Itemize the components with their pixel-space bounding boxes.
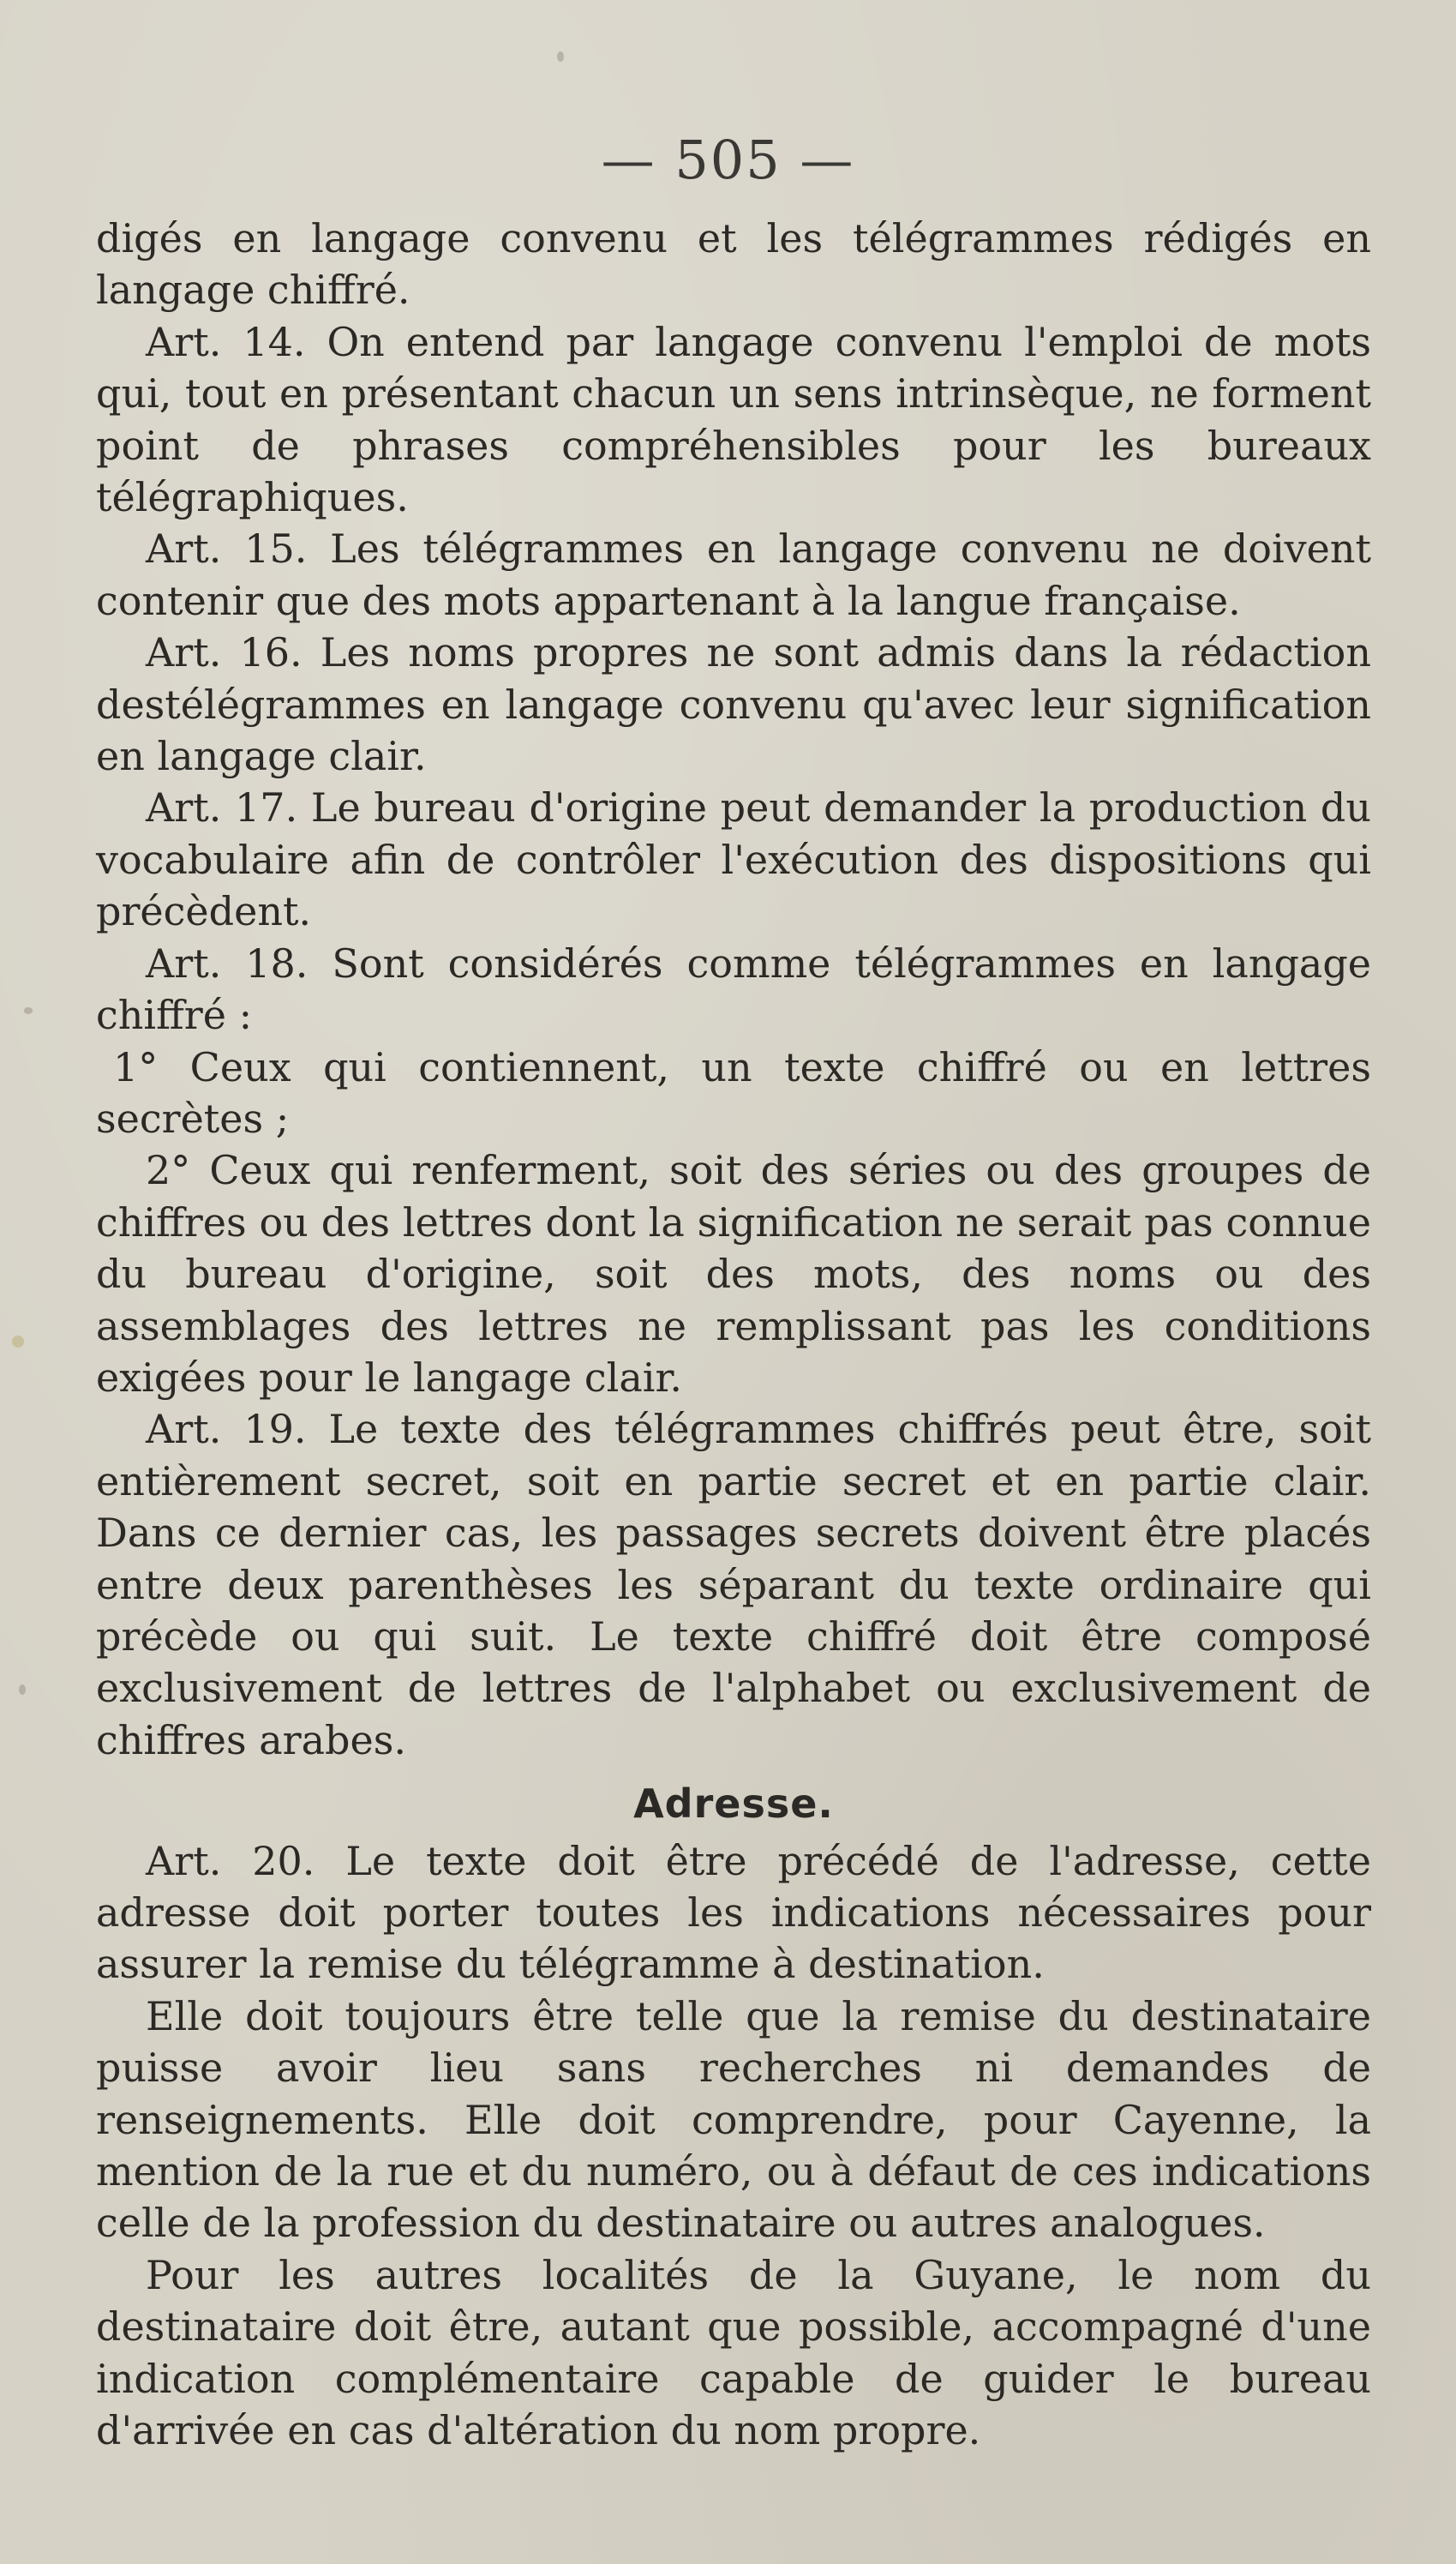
paragraph-remise: Elle doit toujours être telle que la remise du destinataire puisse avoir lieu sans recherches ni demandes de renseignements. Elle doit comprendre, pour Cayenne, la mention de la rue et du numéro, ou à défaut de ces indications celle de la profession du destinataire ou autres analogues.	[96, 1992, 1371, 2247]
paragraph-art-14: Art. 14. On entend par langage convenu l'emploi de mots qui, tout en présentant chacun un sens intrinsèque, ne forment point de phrases compréhensibles pour les bureaux télégraphiques.	[96, 318, 1371, 521]
paragraph-item-1: 1° Ceux qui contiennent, un texte chiffré ou en lettres secrètes ;	[96, 1043, 1371, 1142]
paragraph-art-15: Art. 15. Les télégrammes en langage convenu ne doivent contenir que des mots appartenant à la langue française.	[96, 525, 1371, 624]
paragraph-art-20: Art. 20. Le texte doit être précédé de l'adresse, cette adresse doit porter toutes les indications nécessaires pour assurer la remise du télégramme à destination.	[96, 1837, 1371, 1988]
paper-speck	[557, 51, 564, 62]
page-number: — 505 —	[601, 129, 855, 191]
paragraph-item-2: 2° Ceux qui renferment, soit des séries ou des groupes de chiffres ou des lettres dont la signification ne serait pas connue du bureau d'origine, soit des mots, des noms ou des assemblages des lettres ne remplissant pas les conditions exigées pour le langage clair.	[96, 1147, 1371, 1401]
paper-speck	[24, 1007, 33, 1014]
paragraph-art-19: Art. 19. Le texte des télégrammes chiffrés peut être, soit entièrement secret, soit en partie secret et en partie clair. Dans ce dernier cas, les passages secrets doivent être placés entre deux parenthèses les séparant du texte ordinaire qui précède ou qui suit. Le texte chiffré doit être composé exclusivement de lettres de l'alphabet ou exclusivement de chiffres arabes.	[96, 1406, 1371, 1763]
paragraph-art-18: Art. 18. Sont considérés comme télégrammes en langage chiffré :	[96, 940, 1371, 1039]
paper-speck	[19, 1684, 26, 1695]
paragraph-autres-localites: Pour les autres localités de la Guyane, le nom du destinataire doit être, autant que possible, accompagné d'une indication complémentaire capable de guider le bureau d'arrivée en cas d'altération du nom propre.	[96, 2251, 1371, 2454]
paragraph-art-17: Art. 17. Le bureau d'origine peut demander la production du vocabulaire afin de contrôler l'exécution des dispositions qui précèdent.	[96, 784, 1371, 935]
section-heading-adresse: Adresse.	[633, 1780, 834, 1828]
body-text	[96, 213, 1371, 2456]
paragraph-continuation: digés en langage convenu et les télégrammes rédigés en langage chiffré.	[96, 215, 1371, 314]
paragraph-art-16: Art. 16. Les noms propres ne sont admis dans la rédaction destélégrammes en langage convenu qu'avec leur signification en langage clair.	[96, 629, 1371, 780]
paper-speck	[12, 1336, 24, 1348]
